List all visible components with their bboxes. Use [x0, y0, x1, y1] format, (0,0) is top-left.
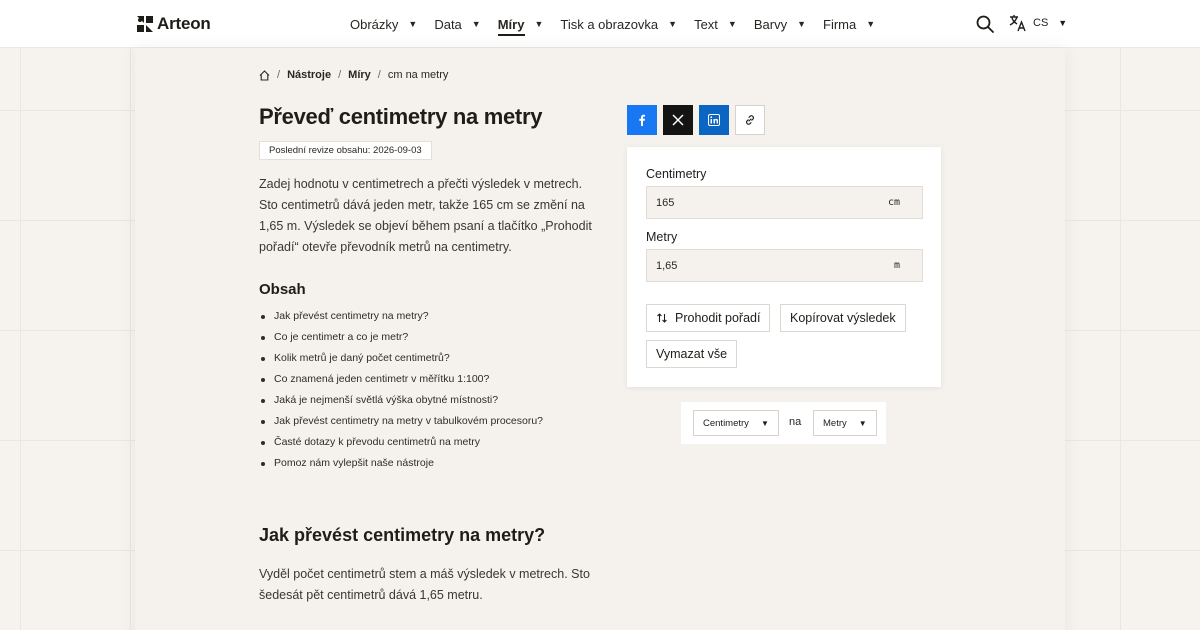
x-icon [672, 114, 684, 126]
brand-name: Arteon [157, 14, 211, 33]
revision-badge: Poslední revize obsahu: 2026-09-03 [259, 141, 432, 160]
table-of-contents [259, 306, 543, 474]
breadcrumb-measures[interactable]: Míry [348, 69, 371, 81]
nav-item-measures[interactable] [498, 0, 544, 48]
nav-item-colors[interactable] [754, 0, 806, 48]
nav-item-text[interactable] [694, 0, 737, 48]
centimeters-unit: cm [887, 197, 900, 208]
share-facebook-button[interactable] [627, 105, 657, 135]
share-x-button[interactable] [663, 105, 693, 135]
toc-item[interactable]: Jak převést centimetry na metry? [259, 306, 543, 327]
meters-label: Metry [646, 230, 678, 244]
nav-item-images[interactable] [350, 0, 417, 48]
meters-field [646, 249, 923, 282]
chevron-down-icon: ▼ [668, 19, 678, 29]
search-icon [975, 14, 995, 34]
language-code: CS [1033, 17, 1049, 29]
share-linkedin-button[interactable] [699, 105, 729, 135]
section-heading: Jak převést centimetry na metry? [259, 525, 546, 545]
chevron-down-icon: ▼ [858, 418, 867, 428]
nav-label: Barvy [753, 16, 788, 32]
to-unit-value: Metry [823, 417, 847, 429]
centimeters-label: Centimetry [646, 167, 707, 181]
language-switcher[interactable] [1009, 14, 1067, 32]
clear-all-button[interactable] [646, 340, 737, 368]
nav-label: Obrázky [350, 16, 399, 32]
unit-connector: na [789, 416, 802, 428]
section-text: Vyděl počet centimetrů stem a máš výsledek v metrech. Sto šedesát pět centimetrů dává 1,65 metru. [259, 567, 590, 602]
chevron-down-icon: ▼ [408, 19, 418, 29]
nav-label: Míry [497, 16, 525, 32]
converter-card [627, 147, 941, 387]
nav-label: Tisk a obrazovka [560, 16, 659, 32]
main-content [135, 48, 1065, 630]
intro-text: Zadej hodnotu v centimetrech a přečti výsledek v metrech. Sto centimetrů dává jeden metr, takže 165 cm se změní na 1,65 m. Výsledek se objeví během psaní a tlačítko „Prohodit pořadí“ otevře převodník metrů na centimetry. [259, 177, 592, 254]
home-icon[interactable] [259, 70, 270, 81]
breadcrumb-separator: / [277, 69, 281, 81]
chevron-down-icon: ▼ [866, 19, 876, 29]
toc-item[interactable]: Co je centimetr a co je metr? [259, 327, 543, 348]
meters-input[interactable] [647, 250, 877, 281]
chevron-down-icon: ▼ [471, 19, 481, 29]
main-nav [350, 0, 892, 48]
nav-label: Text [694, 16, 718, 32]
nav-item-data[interactable] [434, 0, 480, 48]
from-unit-select[interactable] [693, 410, 779, 436]
brand-logo[interactable] [137, 14, 211, 34]
nav-label: Data [434, 16, 462, 32]
centimeters-field [646, 186, 923, 219]
top-bar [0, 0, 1200, 48]
breadcrumb-tools[interactable]: Nástroje [287, 69, 332, 81]
from-unit-value: Centimetry [703, 417, 749, 429]
swap-order-button[interactable] [646, 304, 770, 332]
nav-label: Firma [823, 16, 857, 32]
toc-item[interactable]: Jaká je nejmenší světlá výška obytné místnosti? [259, 390, 543, 411]
breadcrumb-separator: / [377, 69, 381, 81]
search-button[interactable] [975, 14, 995, 34]
toc-item[interactable]: Kolik metrů je daný počet centimetrů? [259, 348, 543, 369]
copy-link-button[interactable] [735, 105, 765, 135]
nav-item-company[interactable] [823, 0, 875, 48]
meters-unit: m [893, 260, 900, 271]
chevron-down-icon: ▼ [797, 19, 806, 29]
chevron-down-icon: ▼ [727, 19, 737, 29]
translate-icon [1009, 14, 1027, 32]
toc-item[interactable]: Časté dotazy k převodu centimetrů na metry [259, 432, 543, 453]
link-icon [744, 114, 756, 126]
chevron-down-icon: ▼ [1058, 18, 1068, 28]
toc-item[interactable]: Co znamená jeden centimetr v měřítku 1:100? [259, 369, 543, 390]
linkedin-icon [708, 114, 720, 126]
breadcrumb-separator: / [338, 69, 342, 81]
page-title: Převeď centimetry na metry [259, 104, 543, 129]
facebook-icon [636, 114, 648, 126]
toc-item[interactable]: Jak převést centimetry na metry v tabulkovém procesoru? [259, 411, 543, 432]
chevron-down-icon: ▼ [760, 418, 769, 428]
copy-result-label: Kopírovat výsledek [790, 311, 896, 325]
unit-selector-bar [681, 402, 886, 444]
share-buttons [627, 105, 765, 135]
swap-order-label: Prohodit pořadí [675, 311, 761, 325]
centimeters-input[interactable] [647, 187, 877, 218]
to-unit-select[interactable] [813, 410, 877, 436]
breadcrumb [259, 69, 448, 81]
nav-item-print-screen[interactable] [560, 0, 677, 48]
toc-item[interactable]: Pomoz nám vylepšit naše nástroje [259, 453, 543, 474]
breadcrumb-current: cm na metry [387, 69, 449, 81]
logo-icon [137, 16, 153, 32]
copy-result-button[interactable] [780, 304, 906, 332]
clear-all-label: Vymazat vše [656, 347, 728, 361]
chevron-down-icon: ▼ [534, 19, 544, 29]
swap-vertical-icon [656, 312, 668, 324]
toc-title: Obsah [259, 281, 306, 298]
